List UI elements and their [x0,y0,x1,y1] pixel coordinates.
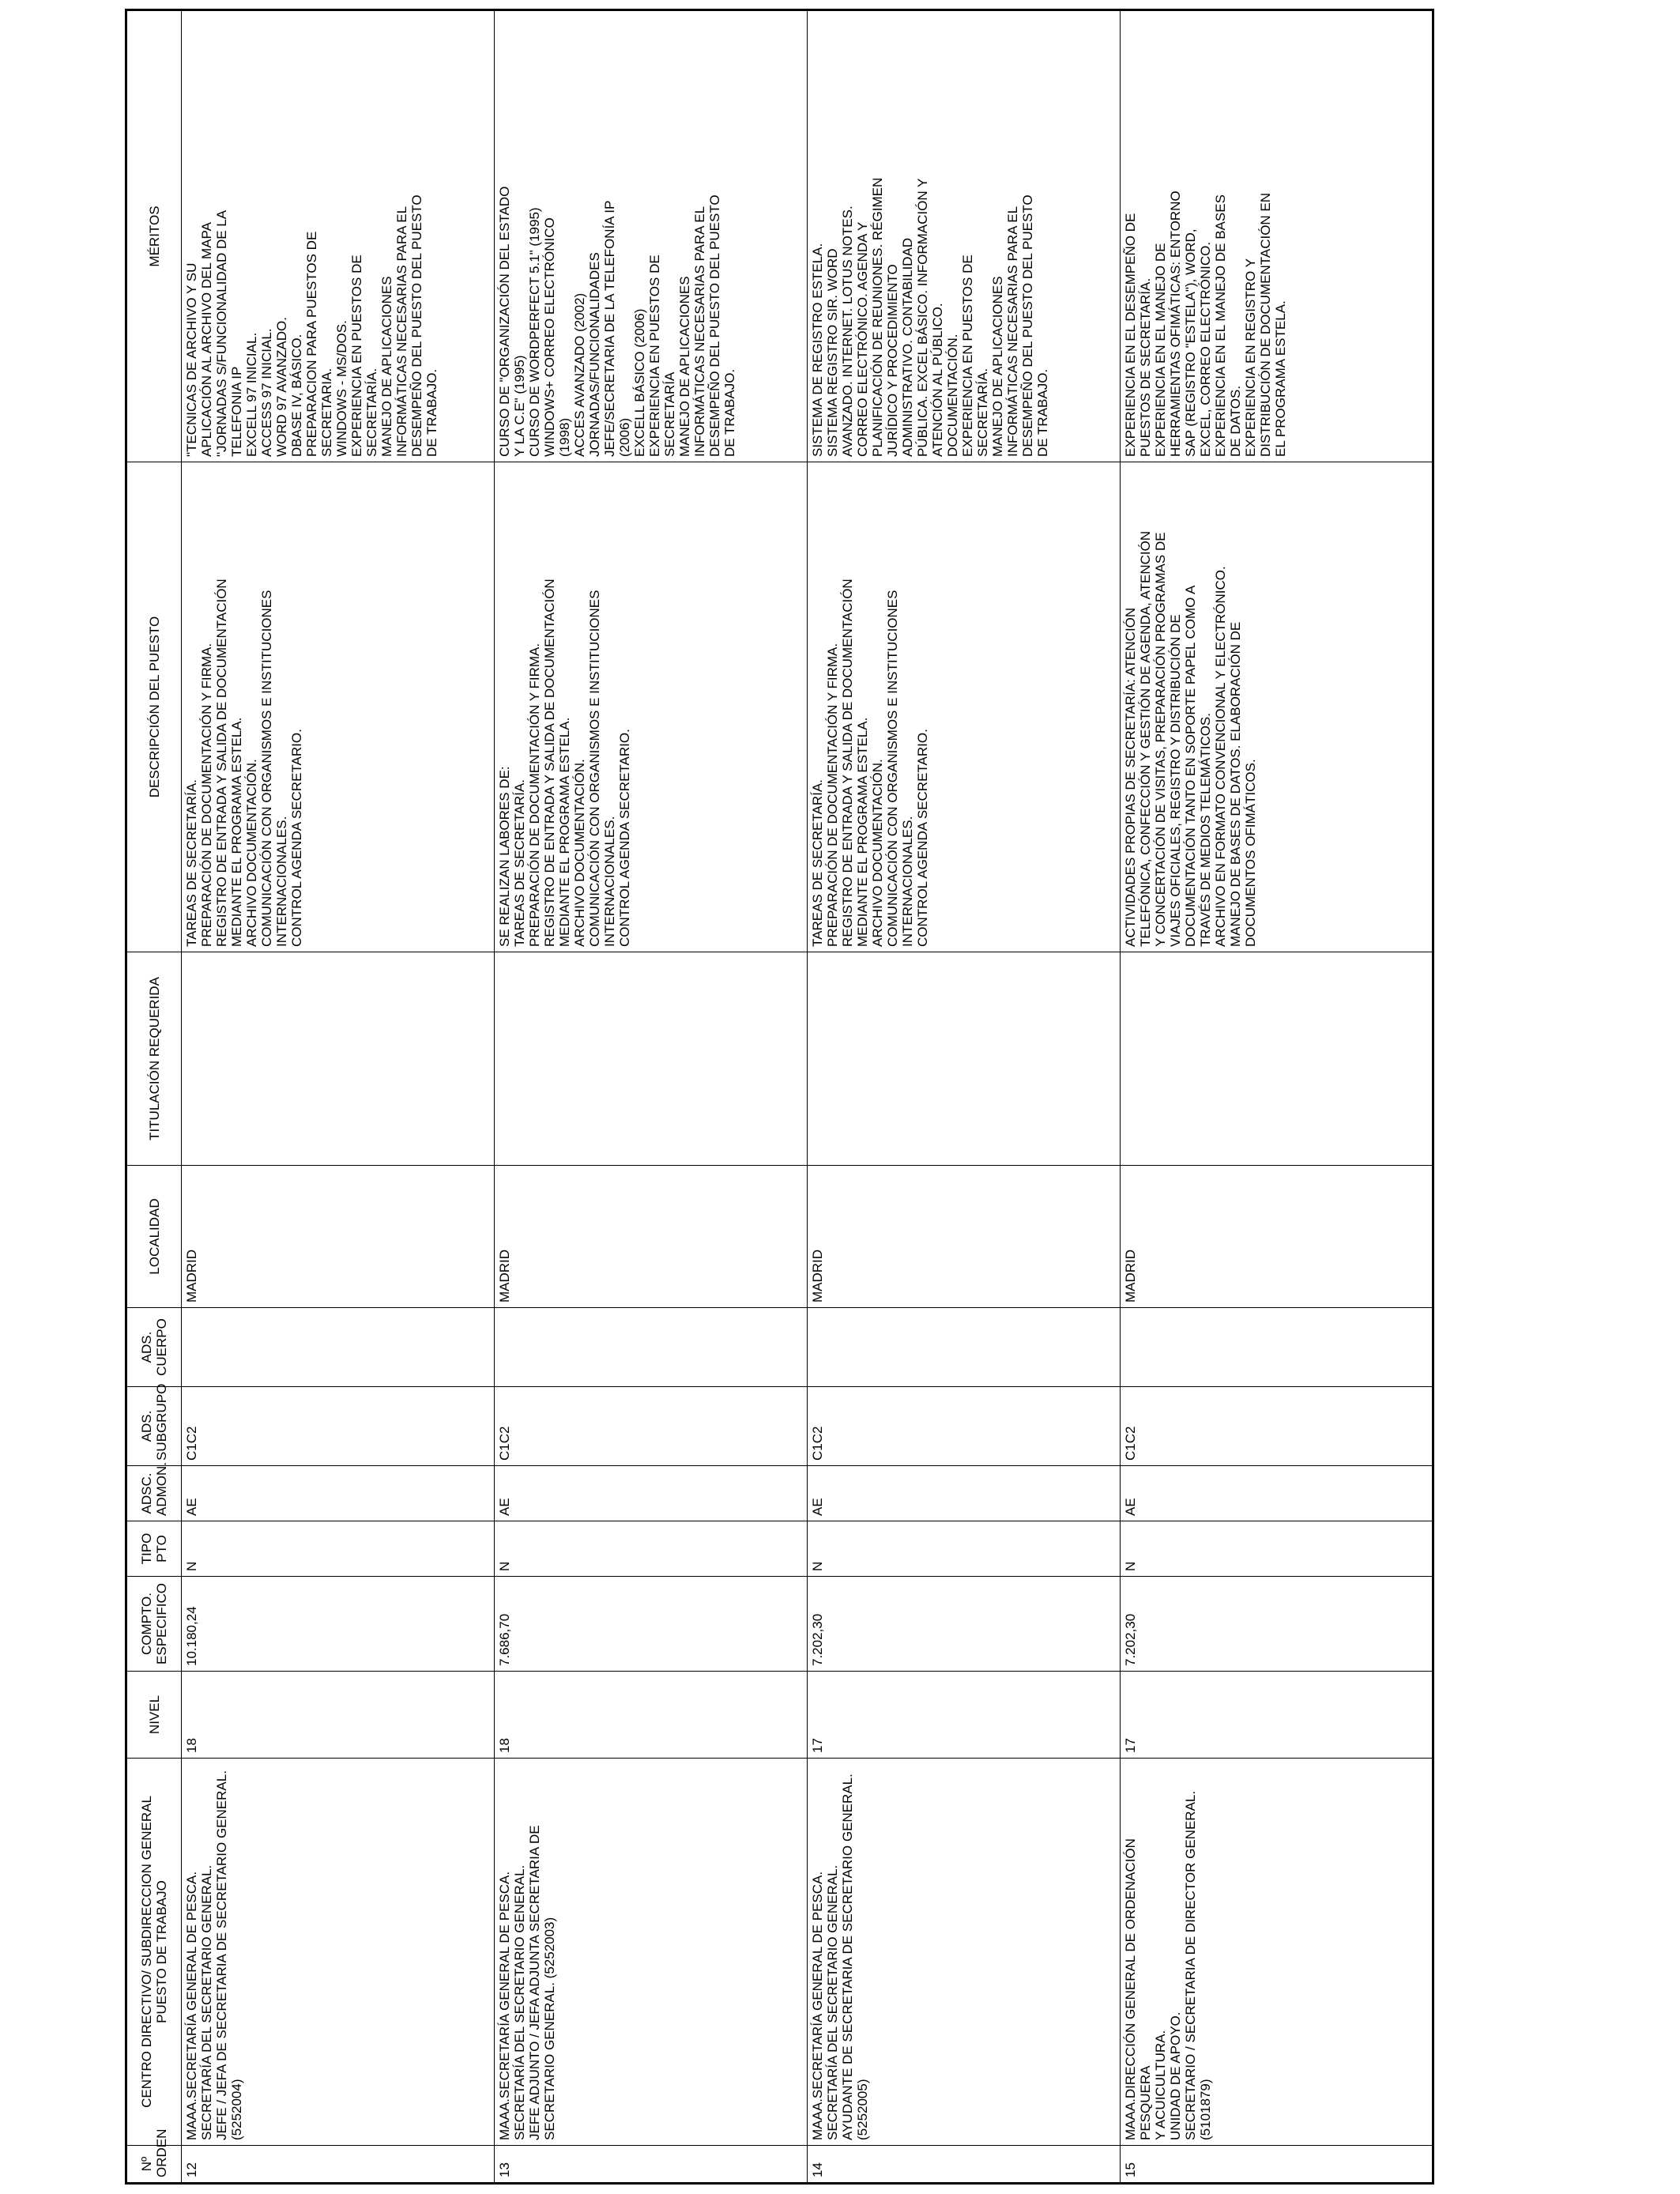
positions-table [125,9,1434,2185]
cell-orden: 13 [495,2146,808,2184]
table-row [495,10,808,2184]
cell-tipo: N [495,1521,808,1577]
header-row [126,10,182,2184]
cell-ads-subgrupo: C1C2 [495,1387,808,1466]
header-titulacion: TITULACIÓN REQUERIDA [126,952,182,1166]
cell-adsc-admon: AE [808,1466,1121,1521]
cell-descripcion: TAREAS DE SECRETARÍA. PREPARACIÓN DE DOCUMENTACIÓN Y FIRMA. REGISTRO DE ENTRADA Y SALIDA DE DOCUMENTACIÓN MEDIANTE EL PROGRAMA ESTELA. ARCHIVO DOCUMENTACIÓN. COMUNICACIÓN CON ORGANISMOS E INSTITUCIONES INTERNACIONALES. CONTROL AGENDA SECRETARIO. [808,462,1121,952]
rotated-page [125,11,1429,2185]
cell-nivel: 18 [182,1672,495,1759]
cell-compto: 7.202,30 [1121,1577,1433,1672]
cell-ads-cuerpo [1121,1308,1433,1387]
header-adsc-admon: ADSC. ADMON. [126,1466,182,1521]
cell-tipo: N [182,1521,495,1577]
header-meritos: MÉRITOS [126,10,182,462]
table-row [1121,10,1433,2184]
header-descripcion: DESCRIPCIÓN DEL PUESTO [126,462,182,952]
header-compto: COMPTO. ESPECIFICO [126,1577,182,1672]
cell-compto: 10.180,24 [182,1577,495,1672]
cell-meritos: SISTEMA DE REGISTRO ESTELA. SISTEMA REGISTRO SIR. WORD AVANZADO. INTERNET. LOTUS NOTES. CORREO ELECTRÓNICO. AGENDA Y PLANIFICACIÓN DE REUNIONES. RÉGIMEN JURÍDICO Y PROCEDIMIENTO ADMINISTRATIVO. CONTABILIDAD PÚBLICA. EXCEL BÁSICO. INFORMACIÓN Y ATENCIÓN AL PÚBLICO. DOCUMENTACIÓN. EXPERIENCIA EN PUESTOS DE SECRETARÍA. MANEJO DE APLICACIONES INFORMÁTICAS NECESARIAS PARA EL DESEMPEÑO DEL PUESTO DEL PUESTO DE TRABAJO. [808,10,1121,462]
cell-orden: 14 [808,2146,1121,2184]
cell-nivel: 17 [808,1672,1121,1759]
cell-titulacion [182,952,495,1166]
header-localidad: LOCALIDAD [126,1166,182,1308]
cell-descripcion: SE REALIZAN LABORES DE: TAREAS DE SECRETARÍA. PREPARACIÓN DE DOCUMENTACIÓN Y FIRMA. REGISTRO DE ENTRADA Y SALIDA DE DOCUMENTACIÓN MEDIANTE EL PROGRAMA ESTELA. ARCHIVO DOCUMENTACIÓN. COMUNICACIÓN CON ORGANISMOS E INSTITUCIONES INTERNACIONALES. CONTROL AGENDA SECRETARIO. [495,462,808,952]
cell-ads-cuerpo [495,1308,808,1387]
cell-titulacion [1121,952,1433,1166]
table-row [808,10,1121,2184]
cell-ads-subgrupo: C1C2 [1121,1387,1433,1466]
cell-centro: MAAA.SECRETARÍA GENERAL DE PESCA. SECRETARÍA DEL SECRETARIO GENERAL. JEFE ADJUNTO / JEFA ADJUNTA SECRETARIA DE SECRETARIO GENERAL. (5252003) [495,1759,808,2146]
header-ads-cuerpo: ADS. CUERPO [126,1308,182,1387]
cell-localidad: MADRID [182,1166,495,1308]
cell-adsc-admon: AE [1121,1466,1433,1521]
cell-compto: 7.686,70 [495,1577,808,1672]
cell-descripcion: TAREAS DE SECRETARÍA. PREPARACIÓN DE DOCUMENTACIÓN Y FIRMA. REGISTRO DE ENTRADA Y SALIDA DE DOCUMENTACIÓN MEDIANTE EL PROGRAMA ESTELA. ARCHIVO DOCUMENTACIÓN. COMUNICACIÓN CON ORGANISMOS E INSTITUCIONES INTERNACIONALES. CONTROL AGENDA SECRETARIO. [182,462,495,952]
cell-ads-cuerpo [808,1308,1121,1387]
cell-titulacion [495,952,808,1166]
table-row [182,10,495,2184]
cell-adsc-admon: AE [495,1466,808,1521]
cell-ads-cuerpo [182,1308,495,1387]
cell-centro: MAAA.DIRECCIÓN GENERAL DE ORDENACIÓN PESQUERA Y ACUICULTURA. UNIDAD DE APOYO. SECRETARIO / SECRETARIA DE DIRECTOR GENERAL. (5101879) [1121,1759,1433,2146]
cell-adsc-admon: AE [182,1466,495,1521]
cell-ads-subgrupo: C1C2 [182,1387,495,1466]
cell-centro: MAAA.SECRETARÍA GENERAL DE PESCA. SECRETARÍA DEL SECRETARIO GENERAL. JEFE / JEFA DE SECRETARIA DE SECRETARIO GENERAL. (5252004) [182,1759,495,2146]
cell-centro: MAAA.SECRETARÍA GENERAL DE PESCA. SECRETARÍA DEL SECRETARIO GENERAL. AYUDANTE DE SECRETARIA DE SECRETARIO GENERAL. (5252005) [808,1759,1121,2146]
cell-nivel: 17 [1121,1672,1433,1759]
cell-orden: 12 [182,2146,495,2184]
cell-descripcion: ACTIVIDADES PROPIAS DE SECRETARÍA: ATENCIÓN TELEFÓNICA, CONFECCIÓN Y GESTIÓN DE AGENDA, ATENCIÓN Y CONCERTACIÓN DE VISITAS, PREPARACIÓN PROGRAMAS DE VIAJES OFICIALES, REGISTRO Y DISTRIBUCIÓN DE DOCUMENTACIÓN TANTO EN SOPORTE PAPEL COMO A TRAVÉS DE MEDIOS TELEMÁTICOS. ARCHIVO EN FORMATO CONVENCIONAL Y ELECTRÓNICO. MANEJO DE BASES DE DATOS. ELABORACIÓN DE DOCUMENTOS OFIMÁTICOS. [1121,462,1433,952]
cell-tipo: N [1121,1521,1433,1577]
cell-titulacion [808,952,1121,1166]
cell-localidad: MADRID [808,1166,1121,1308]
header-centro: CENTRO DIRECTIVO/ SUBDIRECCION GENERAL PUESTO DE TRABAJO [126,1759,182,2146]
cell-tipo: N [808,1521,1121,1577]
cell-compto: 7.202,30 [808,1577,1121,1672]
cell-ads-subgrupo: C1C2 [808,1387,1121,1466]
cell-nivel: 18 [495,1672,808,1759]
cell-orden: 15 [1121,2146,1433,2184]
header-nivel: NIVEL [126,1672,182,1759]
header-orden: Nº ORDEN [126,2146,182,2184]
header-ads-subgrupo: ADS. SUBGRUPO [126,1387,182,1466]
header-tipo: TIPO PTO [126,1521,182,1577]
cell-localidad: MADRID [495,1166,808,1308]
cell-meritos: "TECNICAS DE ARCHIVO Y SU APLICACIÓN AL ARCHIVO DEL MAPA "JORNADAS S/FUNCIONALIDAD DE LA TELEFONIA IP EXCELL 97 INICIAL. ACCESS 97 INICIAL. WORD 97 AVANZADO. DBASE IV, BÁSICO. PREPARACION PARA PUESTOS DE SECRETARIA. WINDOWS - MS/DOS. EXPERIENCIA EN PUESTOS DE SECRETARÍA. MANEJO DE APLICACIONES INFORMÁTICAS NECESARIAS PARA EL DESEMPEÑO DEL PUESTO DEL PUESTO DE TRABAJO. [182,10,495,462]
cell-meritos: EXPERIENCIA EN EL DESEMPEÑO DE PUESTOS DE SECRETARÍA. EXPERIENCIA EN EL MANEJO DE HERRAMIENTAS OFIMÁTICAS: ENTORNO SAP (REGISTRO "ESTELA"), WORD, EXCEL, CORREO ELECTRÓNICO. EXPERIENCIA EN EL MANEJO DE BASES DE DATOS. EXPERIENCIA EN REGISTRO Y DISTRIBUCIÓN DE DOCUMENTACIÓN EN EL PROGRAMA ESTELA. [1121,10,1433,462]
cell-meritos: CURSO DE "ORGANIZACIÓN DEL ESTADO Y LA C.E" (1995) CURSO DE WORDPERFECT 5.1" (1995) WINDOWS+ CORREO ELECTRÓNICO (1998) ACCES AVANZADO (2002) JORNADAS/FUNCIONALIDADES JEFE/SECRETARIA DE LA TELEFONÍA IP (2006) EXCELL BÁSICO (2006) EXPERIENCIA EN PUESTOS DE SECRETARÍA MANEJO DE APLICACIONES INFORMÁTICAS NECESARIAS PARA EL DESEMPEÑO DEL PUESTO DEL PUESTO DE TRABAJO. [495,10,808,462]
cell-localidad: MADRID [1121,1166,1433,1308]
